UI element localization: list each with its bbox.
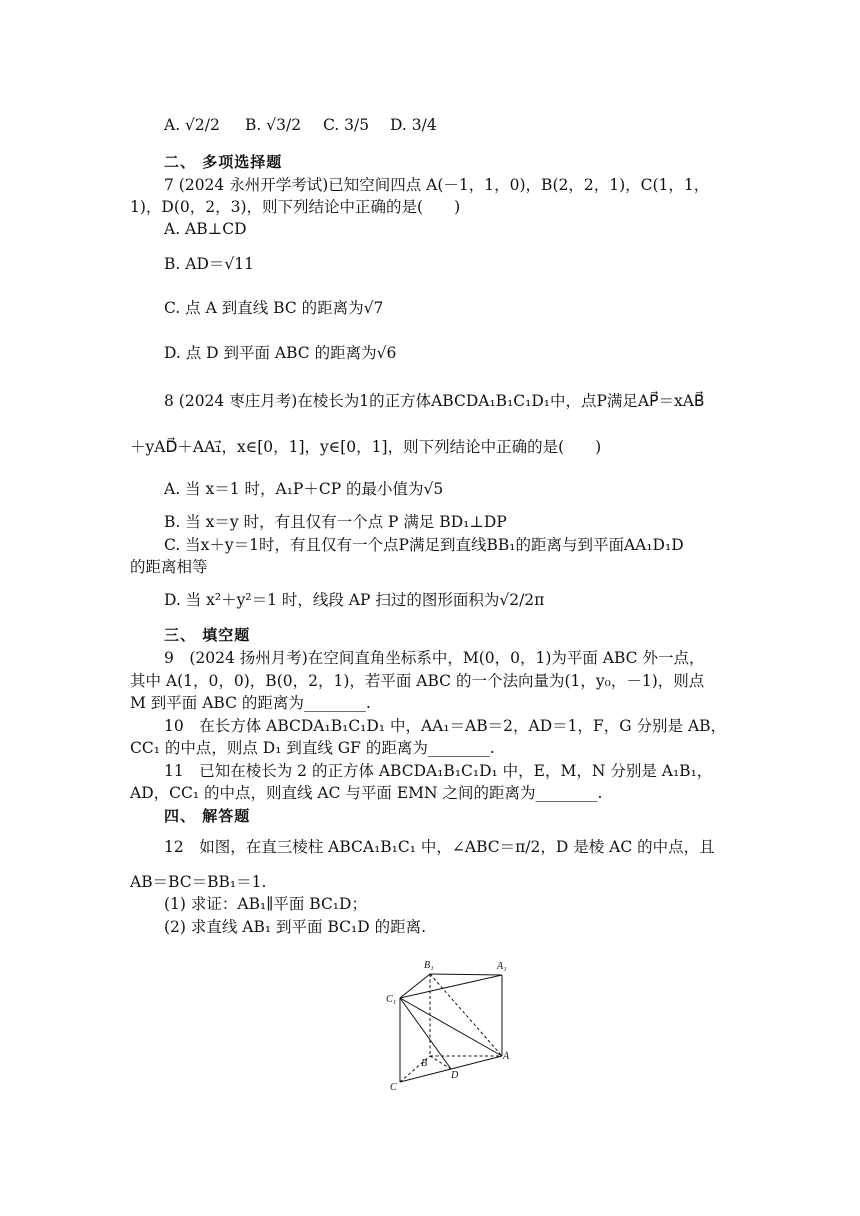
edge-b1-a-hidden xyxy=(430,974,502,1056)
label-c: C xyxy=(390,1082,397,1093)
q6-option-c: C. 3/5 xyxy=(323,116,370,134)
label-d: D xyxy=(451,1070,459,1081)
q6-option-a: A. √2/2 xyxy=(164,116,220,134)
edge-c1-a xyxy=(400,998,502,1056)
q7-line2: 1)，D(0，2，3)，则下列结论中正确的是( ) xyxy=(130,198,461,216)
label-a1: A₁ xyxy=(497,961,507,972)
q9-line2: 其中 A(1，0，0)，B(0，2，1)，若平面 ABC 的一个法向量为(1，y₀，－1)，则点 xyxy=(130,672,705,690)
q9-line1: 9 (2024 扬州月考)在空间直角坐标系中，M(0，0，1)为平面 ABC 外一点， xyxy=(164,649,705,667)
q6-option-b: B. √3/2 xyxy=(245,116,302,134)
q8-option-a: A. 当 x＝1 时，A₁P＋CP 的最小值为√5 xyxy=(164,480,444,498)
q10-line2: CC₁ 的中点，则点 D₁ 到直线 GF 的距离为________. xyxy=(130,739,495,757)
q7-option-b: B. AD＝√11 xyxy=(164,255,254,273)
q8-option-d: D. 当 x²＋y²＝1 时，线段 AP 扫过的图形面积为√2/2π xyxy=(164,591,545,609)
q7-option-c: C. 点 A 到直线 BC 的距离为√7 xyxy=(164,299,384,317)
q8-line1: 8 (2024 枣庄月考)在棱长为1的正方体ABCDA₁B₁C₁D₁中，点P满足AP⃗＝xAB⃗ xyxy=(164,392,705,410)
q12-part2: (2) 求直线 AB₁ 到平面 BC₁D 的距离. xyxy=(164,918,426,936)
q12-line1: 12 如图，在直三棱柱 ABCA₁B₁C₁ 中，∠ABC＝π/2，D 是棱 AC 的中点，且 xyxy=(164,838,715,856)
q11-line2: AD，CC₁ 的中点，则直线 AC 与平面 EMN 之间的距离为________. xyxy=(130,784,603,802)
edge-c1-a1 xyxy=(400,975,502,998)
q11-line1: 11 已知在棱长为 2 的正方体 ABCDA₁B₁C₁D₁ 中，E，M，N 分别是 A₁B₁， xyxy=(164,762,713,780)
label-a: A xyxy=(503,1051,510,1062)
q9-line3: M 到平面 ABC 的距离为________. xyxy=(130,694,371,712)
q12-part1: (1) 求证：AB₁∥平面 BC₁D； xyxy=(164,895,367,913)
q7-line1: 7 (2024 永州开学考试)已知空间四点 A(－1，1，0)，B(2，2，1)，C(1，1， xyxy=(164,176,710,194)
label-b1: B₁ xyxy=(424,960,434,971)
q7-option-a: A. AB⊥CD xyxy=(164,220,247,238)
q8-option-b: B. 当 x＝y 时，有且仅有一个点 P 满足 BD₁⊥DP xyxy=(164,513,507,531)
q8-line2: ＋yAD⃗＋AA₁⃗，x∈[0，1]，y∈[0，1]，则下列结论中正确的是( ) xyxy=(130,438,602,456)
label-b: B xyxy=(421,1058,428,1069)
section-heading-answer: 四、 解答题 xyxy=(164,807,251,825)
edge-b1-a1 xyxy=(430,974,502,975)
edge-b-d-hidden xyxy=(430,1056,451,1069)
q7-option-d: D. 点 D 到平面 ABC 的距离为√6 xyxy=(164,344,397,362)
q8-option-c-line2: 的距离相等 xyxy=(130,558,208,576)
q10-line1: 10 在长方体 ABCDA₁B₁C₁D₁ 中，AA₁＝AB＝2，AD＝1，F，G 分别是 AB， xyxy=(164,717,727,735)
section-heading-multi: 二、 多项选择题 xyxy=(164,153,283,171)
q8-option-c-line1: C. 当x＋y＝1时，有且仅有一个点P满足到直线BB₁的距离与到平面AA₁D₁D xyxy=(164,536,684,554)
q6-option-d: D. 3/4 xyxy=(390,116,437,134)
prism-figure xyxy=(380,958,510,1096)
q12-line2: AB＝BC＝BB₁＝1. xyxy=(130,873,267,891)
label-c1: C₁ xyxy=(386,994,397,1005)
section-heading-fill: 三、 填空题 xyxy=(164,626,251,644)
